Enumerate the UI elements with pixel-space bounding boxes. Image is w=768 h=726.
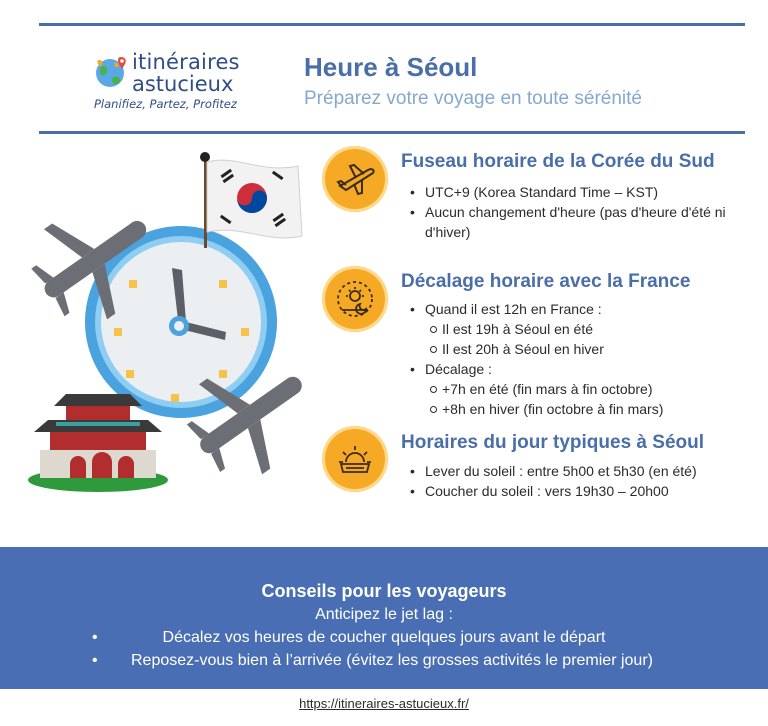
section-title-timezone: Fuseau horaire de la Corée du Sud bbox=[401, 151, 715, 172]
sub-list-item: +8h en hiver (fin octobre à fin mars) bbox=[410, 399, 760, 419]
tips-item: Reposez-vous bien à l’arrivée (évitez les grosses activités le premier jour) bbox=[131, 652, 653, 669]
logo-text-line1: itinéraires bbox=[132, 50, 240, 74]
sub-list-item: Il est 19h à Séoul en été bbox=[410, 319, 760, 339]
sub-list-item: Il est 20h à Séoul en hiver bbox=[410, 339, 760, 359]
sunrise-icon bbox=[322, 426, 388, 492]
tips-item: Décalez vos heures de coucher quelques jours avant le départ bbox=[162, 629, 606, 646]
list-item: • Quand il est 12h en France : bbox=[410, 299, 760, 319]
bullet-icon: • bbox=[92, 629, 98, 646]
bullet-icon: • bbox=[92, 652, 98, 669]
list-item: • Lever du soleil : entre 5h00 et 5h30 (en été) bbox=[410, 461, 760, 481]
seoul-clock-illustration bbox=[26, 150, 316, 500]
section-body-daylight-hours bbox=[410, 461, 760, 501]
section-timezone bbox=[322, 146, 762, 246]
footer bbox=[0, 696, 768, 711]
section-daylight-hours bbox=[322, 426, 762, 516]
section-time-difference bbox=[322, 266, 762, 426]
section-body-timezone bbox=[410, 182, 760, 242]
tips-banner bbox=[0, 547, 768, 689]
tips-title: Conseils pour les voyageurs bbox=[261, 581, 507, 601]
airplane-icon bbox=[322, 146, 388, 212]
page-title: Heure à Séoul bbox=[304, 52, 478, 82]
section-title-daylight-hours: Horaires du jour typiques à Séoul bbox=[401, 432, 705, 453]
header-divider bbox=[39, 131, 745, 134]
list-item: • Décalage : bbox=[410, 359, 760, 379]
list-item: • Aucun changement d'heure (pas d'heure d'été ni d'hiver) bbox=[410, 202, 760, 242]
logo-text-line2: astucieux bbox=[132, 72, 234, 96]
globe-logo-icon bbox=[94, 54, 130, 90]
tips-subtitle: Anticipez le jet lag : bbox=[315, 606, 453, 623]
site-logo[interactable] bbox=[94, 50, 264, 112]
day-night-clock-icon bbox=[322, 266, 388, 332]
logo-tagline: Planifiez, Partez, Profitez bbox=[94, 97, 237, 111]
sub-list-item: +7h en été (fin mars à fin octobre) bbox=[410, 379, 760, 399]
section-body-time-difference bbox=[410, 299, 760, 419]
list-item: • UTC+9 (Korea Standard Time – KST) bbox=[410, 182, 760, 202]
footer-url-link[interactable]: https://itineraires-astucieux.fr/ bbox=[299, 696, 469, 711]
section-title-time-difference: Décalage horaire avec la France bbox=[401, 271, 691, 292]
page-subtitle: Préparez votre voyage en toute sérénité bbox=[304, 88, 642, 109]
list-item: • Coucher du soleil : vers 19h30 – 20h00 bbox=[410, 481, 760, 501]
top-divider bbox=[39, 23, 745, 26]
